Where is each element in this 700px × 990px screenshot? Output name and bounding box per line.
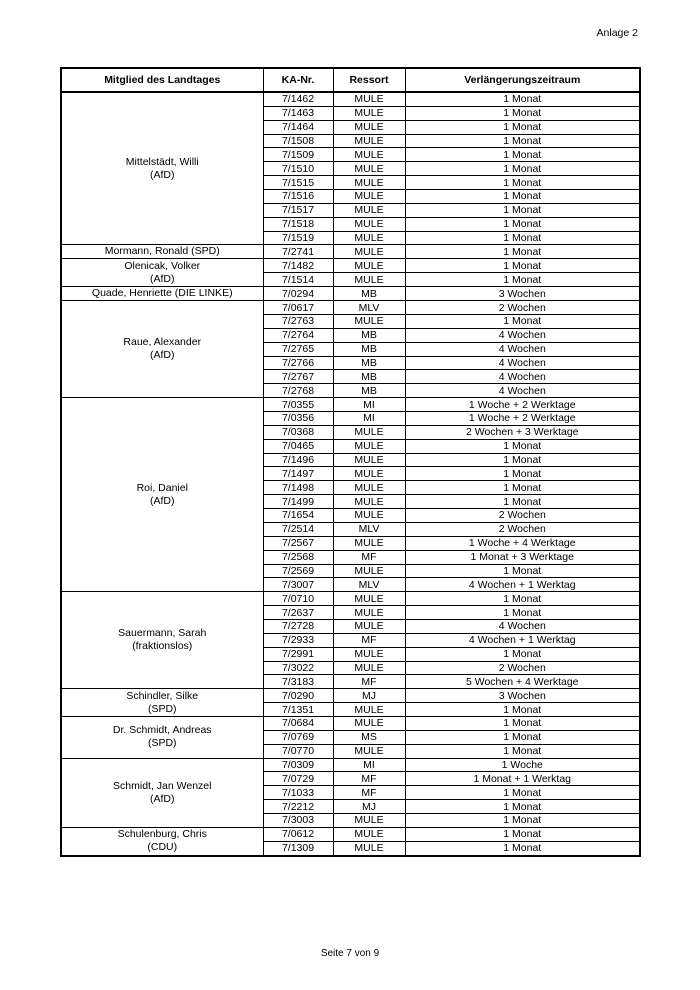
member-cell bbox=[61, 592, 263, 689]
period-cell: 4 Wochen bbox=[405, 370, 640, 384]
period-cell: 1 Monat bbox=[405, 606, 640, 620]
table-row bbox=[61, 758, 640, 772]
ressort-cell: MULE bbox=[333, 813, 405, 827]
ressort-cell: MULE bbox=[333, 176, 405, 190]
ka-nr-cell: 7/1516 bbox=[263, 190, 333, 204]
period-cell: 1 Monat bbox=[405, 190, 640, 204]
member-line: (AfD) bbox=[150, 494, 175, 507]
ka-nr-cell: 7/2514 bbox=[263, 522, 333, 536]
ka-nr-cell: 7/0294 bbox=[263, 287, 333, 301]
table-row bbox=[61, 689, 640, 703]
ka-nr-cell: 7/0770 bbox=[263, 744, 333, 758]
member-cell bbox=[61, 398, 263, 592]
table-body bbox=[61, 92, 640, 856]
column-header-member: Mitglied des Landtages bbox=[61, 68, 263, 92]
period-cell: 1 Monat bbox=[405, 730, 640, 744]
member-line: Olenicak, Volker bbox=[124, 259, 201, 272]
period-cell: 1 Monat bbox=[405, 744, 640, 758]
ka-nr-cell: 7/2933 bbox=[263, 633, 333, 647]
ka-nr-cell: 7/1499 bbox=[263, 495, 333, 509]
member-line: (AfD) bbox=[150, 792, 175, 805]
extension-table bbox=[60, 67, 641, 857]
table-row bbox=[61, 301, 640, 315]
ressort-cell: MULE bbox=[333, 148, 405, 162]
ressort-cell: MULE bbox=[333, 841, 405, 855]
ressort-cell: MULE bbox=[333, 120, 405, 134]
ka-nr-cell: 7/1351 bbox=[263, 703, 333, 717]
ressort-cell: MULE bbox=[333, 259, 405, 273]
ka-nr-cell: 7/0368 bbox=[263, 425, 333, 439]
period-cell: 1 Monat bbox=[405, 453, 640, 467]
ka-nr-cell: 7/2741 bbox=[263, 245, 333, 259]
member-cell bbox=[61, 758, 263, 827]
ressort-cell: MULE bbox=[333, 217, 405, 231]
member-line: Schindler, Silke bbox=[126, 689, 199, 702]
ressort-cell: MULE bbox=[333, 106, 405, 120]
ressort-cell: MI bbox=[333, 412, 405, 426]
ka-nr-cell: 7/2767 bbox=[263, 370, 333, 384]
ka-nr-cell: 7/0684 bbox=[263, 716, 333, 730]
ka-nr-cell: 7/3022 bbox=[263, 661, 333, 675]
table-row bbox=[61, 287, 640, 301]
ressort-cell: MULE bbox=[333, 315, 405, 329]
member-line: Dr. Schmidt, Andreas bbox=[112, 724, 212, 737]
period-cell: 1 Monat bbox=[405, 647, 640, 661]
ressort-cell: MULE bbox=[333, 619, 405, 633]
ka-nr-cell: 7/1497 bbox=[263, 467, 333, 481]
ka-nr-cell: 7/2728 bbox=[263, 619, 333, 633]
ka-nr-cell: 7/0612 bbox=[263, 827, 333, 841]
period-cell: 1 Monat bbox=[405, 481, 640, 495]
ka-nr-cell: 7/1509 bbox=[263, 148, 333, 162]
ressort-cell: MULE bbox=[333, 647, 405, 661]
ressort-cell: MI bbox=[333, 758, 405, 772]
period-cell: 2 Wochen bbox=[405, 301, 640, 315]
period-cell: 2 Wochen bbox=[405, 661, 640, 675]
ressort-cell: MULE bbox=[333, 703, 405, 717]
table-row bbox=[61, 716, 640, 730]
period-cell: 5 Wochen + 4 Werktage bbox=[405, 675, 640, 689]
ressort-cell: MULE bbox=[333, 592, 405, 606]
member-cell bbox=[61, 92, 263, 245]
period-cell: 1 Monat bbox=[405, 703, 640, 717]
ka-nr-cell: 7/1464 bbox=[263, 120, 333, 134]
period-cell: 1 Monat bbox=[405, 841, 640, 855]
period-cell: 1 Monat + 3 Werktage bbox=[405, 550, 640, 564]
ressort-cell: MF bbox=[333, 772, 405, 786]
member-line: (fraktionslos) bbox=[132, 640, 193, 653]
period-cell: 4 Wochen bbox=[405, 384, 640, 398]
table-header-row bbox=[61, 68, 640, 92]
ka-nr-cell: 7/0729 bbox=[263, 772, 333, 786]
ka-nr-cell: 7/0769 bbox=[263, 730, 333, 744]
member-line: (AfD) bbox=[150, 272, 175, 285]
ressort-cell: MF bbox=[333, 675, 405, 689]
ka-nr-cell: 7/2569 bbox=[263, 564, 333, 578]
member-line: (CDU) bbox=[147, 841, 178, 854]
table-row bbox=[61, 259, 640, 273]
ka-nr-cell: 7/3183 bbox=[263, 675, 333, 689]
ka-nr-cell: 7/1519 bbox=[263, 231, 333, 245]
ressort-cell: MB bbox=[333, 342, 405, 356]
ressort-cell: MLV bbox=[333, 301, 405, 315]
period-cell: 4 Wochen + 1 Werktag bbox=[405, 578, 640, 592]
ka-nr-cell: 7/2766 bbox=[263, 356, 333, 370]
period-cell: 2 Wochen + 3 Werktage bbox=[405, 425, 640, 439]
period-cell: 4 Wochen bbox=[405, 328, 640, 342]
ressort-cell: MLV bbox=[333, 522, 405, 536]
ka-nr-cell: 7/3003 bbox=[263, 813, 333, 827]
member-line: Schulenburg, Chris bbox=[117, 828, 207, 841]
ressort-cell: MF bbox=[333, 633, 405, 647]
ka-nr-cell: 7/1498 bbox=[263, 481, 333, 495]
ressort-cell: MULE bbox=[333, 495, 405, 509]
period-cell: 3 Wochen bbox=[405, 689, 640, 703]
column-header-ressort: Ressort bbox=[333, 68, 405, 92]
ka-nr-cell: 7/1033 bbox=[263, 786, 333, 800]
member-line: Quade, Henriette (DIE LINKE) bbox=[91, 287, 233, 300]
period-cell: 1 Monat bbox=[405, 827, 640, 841]
ka-nr-cell: 7/0355 bbox=[263, 398, 333, 412]
period-cell: 1 Woche + 2 Werktage bbox=[405, 412, 640, 426]
ressort-cell: MB bbox=[333, 356, 405, 370]
member-cell bbox=[61, 287, 263, 301]
ressort-cell: MULE bbox=[333, 453, 405, 467]
ka-nr-cell: 7/1510 bbox=[263, 162, 333, 176]
annex-label: Anlage 2 bbox=[596, 27, 638, 39]
ressort-cell: MULE bbox=[333, 744, 405, 758]
ressort-cell: MULE bbox=[333, 92, 405, 106]
ressort-cell: MB bbox=[333, 384, 405, 398]
ka-nr-cell: 7/1496 bbox=[263, 453, 333, 467]
ka-nr-cell: 7/2763 bbox=[263, 315, 333, 329]
ressort-cell: MI bbox=[333, 398, 405, 412]
ka-nr-cell: 7/1463 bbox=[263, 106, 333, 120]
period-cell: 1 Monat bbox=[405, 564, 640, 578]
period-cell: 1 Monat bbox=[405, 439, 640, 453]
period-cell: 1 Monat bbox=[405, 231, 640, 245]
period-cell: 1 Woche bbox=[405, 758, 640, 772]
column-header-ka-nr: KA-Nr. bbox=[263, 68, 333, 92]
ka-nr-cell: 7/2765 bbox=[263, 342, 333, 356]
period-cell: 1 Monat bbox=[405, 315, 640, 329]
table-row bbox=[61, 398, 640, 412]
ressort-cell: MS bbox=[333, 730, 405, 744]
member-cell bbox=[61, 245, 263, 259]
ressort-cell: MF bbox=[333, 550, 405, 564]
ressort-cell: MLV bbox=[333, 578, 405, 592]
ressort-cell: MB bbox=[333, 328, 405, 342]
ka-nr-cell: 7/1514 bbox=[263, 273, 333, 287]
period-cell: 1 Monat bbox=[405, 120, 640, 134]
ka-nr-cell: 7/2764 bbox=[263, 328, 333, 342]
ka-nr-cell: 7/1309 bbox=[263, 841, 333, 855]
ressort-cell: MF bbox=[333, 786, 405, 800]
member-line: Roi, Daniel bbox=[136, 481, 188, 494]
ressort-cell: MULE bbox=[333, 425, 405, 439]
ressort-cell: MULE bbox=[333, 134, 405, 148]
ka-nr-cell: 7/1515 bbox=[263, 176, 333, 190]
table-row bbox=[61, 592, 640, 606]
ka-nr-cell: 7/1517 bbox=[263, 203, 333, 217]
ressort-cell: MULE bbox=[333, 245, 405, 259]
ka-nr-cell: 7/1508 bbox=[263, 134, 333, 148]
period-cell: 2 Wochen bbox=[405, 509, 640, 523]
ressort-cell: MULE bbox=[333, 536, 405, 550]
period-cell: 1 Monat bbox=[405, 92, 640, 106]
ressort-cell: MJ bbox=[333, 689, 405, 703]
page-number: Seite 7 von 9 bbox=[320, 948, 380, 959]
ressort-cell: MULE bbox=[333, 273, 405, 287]
table-row bbox=[61, 92, 640, 106]
member-cell bbox=[61, 827, 263, 855]
period-cell: 1 Monat bbox=[405, 259, 640, 273]
period-cell: 1 Woche + 2 Werktage bbox=[405, 398, 640, 412]
ressort-cell: MB bbox=[333, 370, 405, 384]
member-line: (AfD) bbox=[150, 349, 175, 362]
ressort-cell: MULE bbox=[333, 467, 405, 481]
member-line: Sauermann, Sarah bbox=[118, 627, 207, 640]
ka-nr-cell: 7/2568 bbox=[263, 550, 333, 564]
ressort-cell: MB bbox=[333, 287, 405, 301]
ka-nr-cell: 7/2991 bbox=[263, 647, 333, 661]
ka-nr-cell: 7/2212 bbox=[263, 800, 333, 814]
period-cell: 4 Wochen bbox=[405, 619, 640, 633]
ka-nr-cell: 7/0465 bbox=[263, 439, 333, 453]
ka-nr-cell: 7/0290 bbox=[263, 689, 333, 703]
ressort-cell: MULE bbox=[333, 439, 405, 453]
period-cell: 1 Monat bbox=[405, 176, 640, 190]
ressort-cell: MULE bbox=[333, 827, 405, 841]
ka-nr-cell: 7/1654 bbox=[263, 509, 333, 523]
ressort-cell: MULE bbox=[333, 481, 405, 495]
period-cell: 1 Monat bbox=[405, 813, 640, 827]
period-cell: 1 Monat bbox=[405, 217, 640, 231]
ka-nr-cell: 7/2567 bbox=[263, 536, 333, 550]
period-cell: 1 Monat bbox=[405, 203, 640, 217]
period-cell: 1 Monat bbox=[405, 134, 640, 148]
period-cell: 1 Monat bbox=[405, 592, 640, 606]
ka-nr-cell: 7/3007 bbox=[263, 578, 333, 592]
ka-nr-cell: 7/0356 bbox=[263, 412, 333, 426]
member-line: Mittelstädt, Willi bbox=[125, 155, 199, 168]
member-cell bbox=[61, 689, 263, 717]
ressort-cell: MULE bbox=[333, 606, 405, 620]
period-cell: 3 Wochen bbox=[405, 287, 640, 301]
ressort-cell: MULE bbox=[333, 564, 405, 578]
period-cell: 4 Wochen bbox=[405, 342, 640, 356]
ressort-cell: MULE bbox=[333, 716, 405, 730]
period-cell: 1 Monat bbox=[405, 467, 640, 481]
column-header-period: Verlängerungszeitraum bbox=[405, 68, 640, 92]
ressort-cell: MULE bbox=[333, 203, 405, 217]
member-line: (SPD) bbox=[147, 737, 177, 750]
ka-nr-cell: 7/2637 bbox=[263, 606, 333, 620]
member-cell bbox=[61, 716, 263, 758]
period-cell: 2 Wochen bbox=[405, 522, 640, 536]
period-cell: 1 Monat bbox=[405, 495, 640, 509]
ka-nr-cell: 7/1518 bbox=[263, 217, 333, 231]
ka-nr-cell: 7/0710 bbox=[263, 592, 333, 606]
period-cell: 1 Monat bbox=[405, 245, 640, 259]
ka-nr-cell: 7/2768 bbox=[263, 384, 333, 398]
period-cell: 1 Monat bbox=[405, 786, 640, 800]
ressort-cell: MULE bbox=[333, 509, 405, 523]
member-cell bbox=[61, 301, 263, 398]
ressort-cell: MJ bbox=[333, 800, 405, 814]
period-cell: 4 Wochen + 1 Werktag bbox=[405, 633, 640, 647]
ressort-cell: MULE bbox=[333, 162, 405, 176]
period-cell: 1 Monat bbox=[405, 800, 640, 814]
ka-nr-cell: 7/0617 bbox=[263, 301, 333, 315]
period-cell: 1 Woche + 4 Werktage bbox=[405, 536, 640, 550]
member-line: (AfD) bbox=[150, 168, 175, 181]
ressort-cell: MULE bbox=[333, 661, 405, 675]
ka-nr-cell: 7/1462 bbox=[263, 92, 333, 106]
ka-nr-cell: 7/0309 bbox=[263, 758, 333, 772]
period-cell: 1 Monat bbox=[405, 148, 640, 162]
member-line: Raue, Alexander bbox=[123, 336, 202, 349]
period-cell: 1 Monat bbox=[405, 273, 640, 287]
member-cell bbox=[61, 259, 263, 287]
table-row bbox=[61, 827, 640, 841]
member-line: (SPD) bbox=[147, 702, 177, 715]
table-row bbox=[61, 245, 640, 259]
period-cell: 4 Wochen bbox=[405, 356, 640, 370]
ka-nr-cell: 7/1482 bbox=[263, 259, 333, 273]
member-line: Mormann, Ronald (SPD) bbox=[104, 245, 220, 258]
ressort-cell: MULE bbox=[333, 231, 405, 245]
period-cell: 1 Monat bbox=[405, 106, 640, 120]
period-cell: 1 Monat bbox=[405, 162, 640, 176]
period-cell: 1 Monat + 1 Werktag bbox=[405, 772, 640, 786]
period-cell: 1 Monat bbox=[405, 716, 640, 730]
member-line: Schmidt, Jan Wenzel bbox=[113, 779, 212, 792]
ressort-cell: MULE bbox=[333, 190, 405, 204]
